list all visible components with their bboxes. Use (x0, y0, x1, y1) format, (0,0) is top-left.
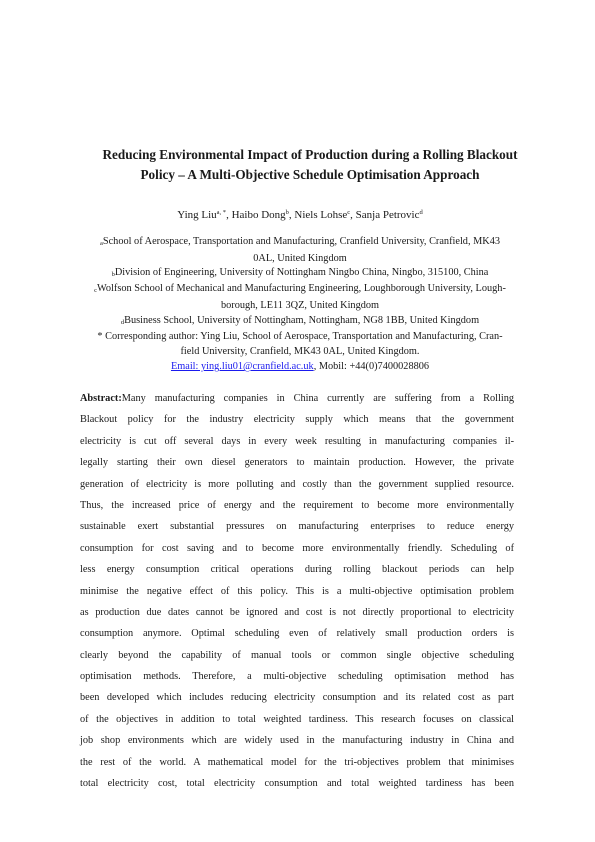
abstract-line (80, 645, 514, 666)
author-name: , Sanja Petrovic (350, 209, 420, 221)
abstract-line (80, 495, 514, 516)
abstract-line (80, 730, 514, 751)
affiliation-c (60, 281, 540, 313)
email-link[interactable]: Email: ying.liu01@cranfield.ac.uk (170, 361, 314, 372)
abstract-line (80, 431, 514, 452)
mobile-number: , Mobil: +44(0)7400028806 (313, 361, 430, 372)
abstract-line (80, 388, 514, 409)
author-affiliation-mark: d (419, 209, 423, 216)
abstract-line (80, 452, 514, 473)
affiliation-text: Business School, University of Nottingham, Nottingham, NG8 1BB, United Kingdom (124, 315, 480, 326)
title-line-1: Reducing Environmental Impact of Production during a Rolling Blackout (102, 147, 518, 162)
abstract-line (80, 709, 514, 730)
author-name: Ying Liu (177, 209, 217, 221)
affiliation-mark: b (111, 271, 115, 278)
affiliation-b (60, 265, 540, 282)
affiliation-d (60, 313, 540, 330)
abstract-text: sustainable exert substantial pressures on manufacturing enterprises to reduce energy (80, 521, 514, 533)
abstract-text: generation of electricity is more polluting and costly than the government supplied resource. (80, 478, 514, 490)
abstract-text: legally starting their own diesel generators to maintain production. However, the private (80, 457, 514, 469)
abstract-line (80, 474, 514, 495)
abstract-text: Thus, the increased price of energy and the requirement to become more environmentally (80, 499, 514, 511)
abstract (80, 388, 514, 794)
abstract-text: job shop environments which are widely used in the manufacturing industry in China and (80, 735, 514, 747)
affiliation-text: School of Aerospace, Transportation and Manufacturing, Cranfield University, Cranfield, MK43 (102, 236, 500, 247)
abstract-line (80, 559, 514, 580)
affiliation-a (60, 234, 540, 266)
affiliation-mark: d (120, 319, 125, 326)
abstract-line (80, 538, 514, 559)
abstract-line (80, 602, 514, 623)
abstract-text: consumption for cost saving and to become more environmentally friendly. Scheduling of (80, 542, 514, 554)
affiliation-mark: c (94, 287, 98, 294)
abstract-text: consumption anymore. Optimal scheduling even of relatively small production orders is (80, 628, 514, 640)
author-affiliation-mark: b (285, 209, 289, 216)
affiliation-text: Wolfson School of Mechanical and Manufacturing Engineering, Loughborough University, Lough- (97, 283, 506, 294)
author-name: , Haibo Dong (226, 209, 286, 221)
author-affiliation-mark: a, * (216, 209, 227, 216)
author-affiliation-mark: c (347, 209, 351, 216)
abstract-text: Blackout policy for the industry electricity supply which means that the government (80, 414, 514, 426)
affiliation-text: borough, LE11 3QZ, United Kingdom (220, 300, 380, 311)
abstract-line (80, 623, 514, 644)
corresponding-author-text: field University, Cranfield, MK43 0AL, United Kingdom. (180, 346, 420, 357)
abstract-line (80, 666, 514, 687)
abstract-text: Many manufacturing companies in China currently are suffering from a Rolling (121, 393, 514, 404)
abstract-label: Abstract: (80, 393, 122, 404)
title-line-2: Policy – A Multi-Objective Schedule Optimisation Approach (140, 167, 480, 182)
abstract-text: of the objectives in addition to total weighted tardiness. This research focuses on classical (80, 713, 514, 725)
author-list (60, 206, 540, 222)
abstract-text: clearly beyond the capability of manual tools or common single objective scheduling (80, 649, 514, 661)
abstract-text: minimise the negative effect of this policy. This is a multi-objective optimisation problem (80, 585, 514, 597)
abstract-line (80, 516, 514, 537)
abstract-line (80, 687, 514, 708)
abstract-line (80, 409, 514, 430)
abstract-line (80, 581, 514, 602)
corresponding-author-text: * Corresponding author: Ying Liu, School of Aerospace, Transportation and Manufacturing, Cran- (97, 331, 503, 342)
affiliation-text: Division of Engineering, University of Nottingham Ningbo China, Ningbo, 315100, China (114, 267, 489, 278)
abstract-line (80, 773, 514, 794)
abstract-line (80, 752, 514, 773)
abstract-text: optimisation methods. Therefore, a multi-objective scheduling optimisation method has (80, 671, 514, 683)
paper-title (60, 145, 560, 185)
abstract-text: less energy consumption critical operations during rolling blackout periods can help (80, 564, 514, 576)
abstract-text: the rest of the world. A mathematical model for the tri-objectives problem that minimises (80, 756, 514, 768)
abstract-text: as production due dates cannot be ignored and cost is not directly proportional to electricity (80, 606, 514, 618)
affiliation-text: 0AL, United Kingdom (253, 253, 347, 264)
abstract-text: been developed which includes reducing electricity consumption and its related cost as part (80, 692, 514, 704)
abstract-text: total electricity cost, total electricity consumption and total weighted tardiness has been (80, 778, 514, 790)
abstract-text: electricity is cut off several days in every week resulting in manufacturing companies il- (80, 435, 514, 447)
author-name: , Niels Lohse (288, 209, 348, 221)
corresponding-author (60, 329, 540, 374)
affiliation-mark: a (99, 240, 103, 247)
